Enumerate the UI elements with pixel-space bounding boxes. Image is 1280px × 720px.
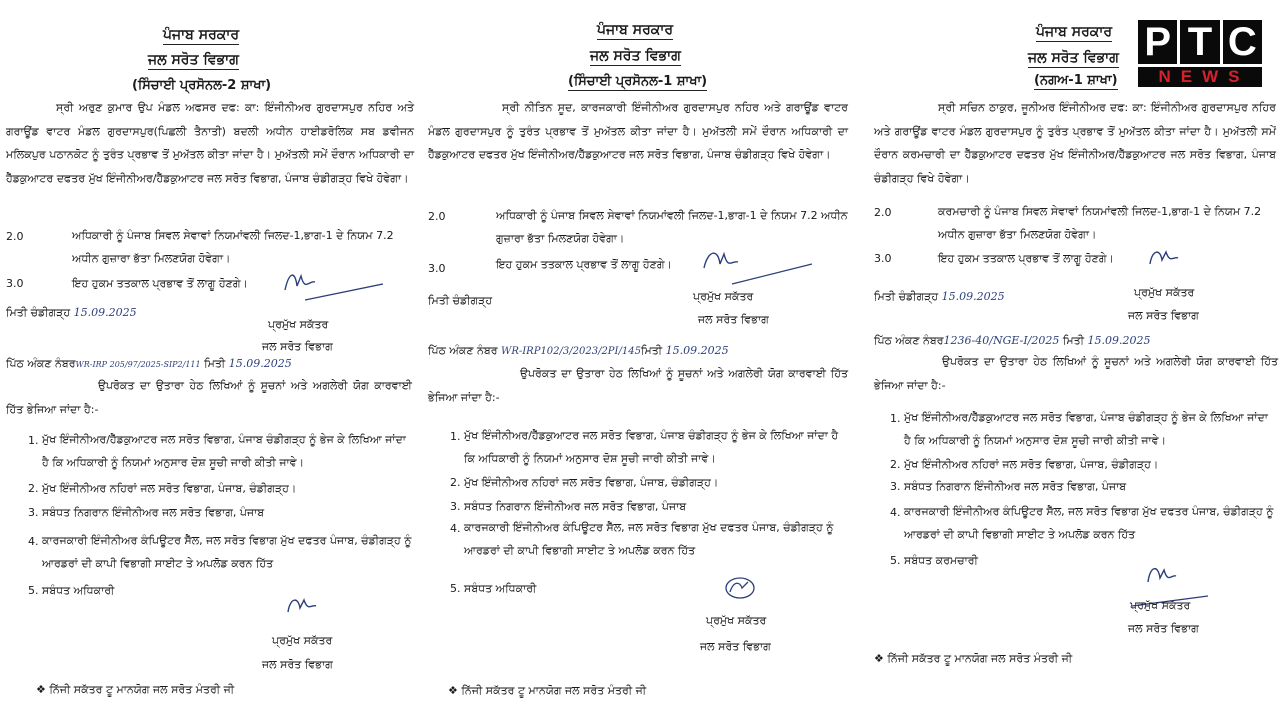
clause-2-text: ਅਧਿਕਾਰੀ ਨੂੰ ਪੰਜਾਬ ਸਿਵਲ ਸੇਵਾਵਾਂ ਨਿਯਮਾਂਵਲੀ ਜਿਲਦ-1,ਭਾਗ-1 ਦੇ ਨਿਯਮ 7.2 ਅਧੀਨ ਗੁਜ਼ਾਰਾ ਭੱਤਾ ਮਿਲਣਯੋਗ ਹੋਵੇਗਾ। [72, 229, 394, 265]
logo-news-text: NEWS [1138, 67, 1262, 87]
branch-title: (ਸਿੰਚਾਈ ਪ੍ਰਸੋਨਲ-1 ਸ਼ਾਖਾ) [568, 74, 708, 89]
list-number-4: 4. [28, 535, 39, 548]
dept-title: ਜਲ ਸਰੋਤ ਵਿਭਾਗ [590, 48, 681, 64]
order-paragraph: ਸ੍ਰੀ ਸਚਿਨ ਠਾਕੁਰ, ਜੂਨੀਅਰ ਇੰਜੀਨੀਅਰ ਦਫ: ਕਾ: ਇੰਜੀਨੀਅਰ ਗੁਰਦਾਸਪੁਰ ਨਹਿਰ ਅਤੇ ਗਰਾਊਂਡ ਵਾਟਰ ਮੰਡਲ ਗੁਰਦਾਸਪੁਰ ਨੂੰ ਤੁਰੰਤ ਪ੍ਰਭਾਵ ਤੋਂ ਮੁਅੱਤਲ ਕੀਤਾ ਜਾਂਦਾ ਹੈ। ਮੁਅੱਤਲੀ ਸਮੇਂ ਦੌਰਾਨ ਕਰਮਚਾਰੀ ਦਾ ਹੈੱਡਕੁਆਟਰ ਦਫਤਰ ਮੁੱਖ ਇੰਜੀਨੀਅਰ/ਹੈੱਡਕੁਆਟਰ ਜਲ ਸਰੋਤ ਵਿਭਾਗ, ਪੰਜਾਬ ਚੰਡੀਗੜ੍ਹ ਵਿਖੇ ਹੋਵੇਗਾ। [874, 101, 1276, 185]
signature-mark [720, 574, 760, 606]
signature-mark [282, 592, 322, 622]
signatory-title: ਪ੍ਰਮੁੱਖ ਸਕੱਤਰ [693, 290, 754, 303]
list-item-1: ਮੁੱਖ ਇੰਜੀਨੀਅਰ/ਹੈੱਡਕੁਆਟਰ ਜਲ ਸਰੋਤ ਵਿਭਾਗ, ਪੰਜਾਬ ਚੰਡੀਗੜ੍ਹ ਨੂੰ ਭੇਜ ਕੇ ਲਿਖਿਆ ਜਾਂਦਾ ਹੈ ਕਿ ਅਧਿਕਾਰੀ ਨੂੰ ਨਿਯਮਾਂ ਅਨੁਸਾਰ ਦੋਸ਼ ਸੂਚੀ ਜਾਰੀ ਕੀਤੀ ਜਾਵੇ। [42, 433, 406, 469]
signatory-title: ਪ੍ਰਮੁੱਖ ਸਕੱਤਰ [272, 634, 333, 647]
copy-intro: ਉਪਰੋਕਤ ਦਾ ਉਤਾਰਾ ਹੇਠ ਲਿਖਿਆਂ ਨੂੰ ਸੂਚਨਾਂ ਅਤੇ ਅਗਲੇਰੀ ਯੋਗ ਕਾਰਵਾਈ ਹਿੱਤ ਭੇਜਿਆ ਜਾਂਦਾ ਹੈ:- [6, 379, 412, 416]
clause-number-2: 2.0 [6, 230, 24, 243]
copy-footer: ❖ ਨਿੱਜੀ ਸਕੱਤਰ ਟੂ ਮਾਨਯੋਗ ਜਲ ਸਰੋਤ ਮੰਤਰੀ ਜੀ [874, 652, 1073, 665]
list-item-5: ਸਬੰਧਤ ਅਧਿਕਾਰੀ [42, 584, 115, 597]
list-item-3: ਸਬੰਧਤ ਨਿਗਰਾਨ ਇੰਜੀਨੀਅਰ ਜਲ ਸਰੋਤ ਵਿਭਾਗ, ਪੰਜਾਬ [42, 506, 265, 519]
dept-title: ਜਲ ਸਰੋਤ ਵਿਭਾਗ [1028, 50, 1119, 66]
order-paragraph: ਸ੍ਰੀ ਅਰੁਣ ਕੁਮਾਰ ਉਪ ਮੰਡਲ ਅਫਸਰ ਦਫ: ਕਾ: ਇੰਜੀਨੀਅਰ ਗੁਰਦਾਸਪੁਰ ਨਹਿਰ ਅਤੇ ਗਰਾਊਂਡ ਵਾਟਰ ਮੰਡਲ ਗੁਰਦਾਸਪੁਰ(ਪਿਛਲੀ ਤੈਨਾਤੀ) ਬਦਲੀ ਅਧੀਨ ਹਾਈਡਰੋਲਿਕ ਸਬ ਡਵੀਜਨ ਮਲਿਕਪੁਰ ਪਠਾਨਕੋਟ ਨੂੰ ਤੁਰੰਤ ਪ੍ਰਭਾਵ ਤੋਂ ਮੁਅੱਤਲ ਕੀਤਾ ਜਾਂਦਾ ਹੈ। ਮੁਅੱਤਲੀ ਸਮੇਂ ਦੌਰਾਨ ਅਧਿਕਾਰੀ ਦਾ ਹੈੱਡਕੁਆਟਰ ਦਫਤਰ ਮੁੱਖ ਇੰਜੀਨੀਅਰ/ਹੈੱਡਕੁਆਟਰ ਜਲ ਸਰੋਤ ਵਿਭਾਗ, ਪੰਜਾਬ ਚੰਡੀਗੜ੍ਹ ਵਿਖੇ ਹੋਵੇਗਾ। [6, 101, 414, 185]
list-item-4: ਕਾਰਜਕਾਰੀ ਇੰਜੀਨੀਅਰ ਕੰਪਿਊਟਰ ਸੈੱਲ, ਜਲ ਸਰੋਤ ਵਿਭਾਗ ਮੁੱਖ ਦਫਤਰ ਪੰਜਾਬ, ਚੰਡੀਗੜ੍ਹ ਨੂੰ ਆਰਡਰਾਂ ਦੀ ਕਾਪੀ ਵਿਭਾਗੀ ਸਾਈਟ ਤੇ ਅਪਲੋਡ ਕਰਨ ਹਿੱਤ [42, 534, 412, 570]
list-number-3: 3. [890, 480, 901, 493]
clause-number-3: 3.0 [428, 262, 446, 275]
signatory-title: ਪ੍ਰਮੁੱਖ ਸਕੱਤਰ [1130, 599, 1191, 612]
list-item-2: ਮੁੱਖ ਇੰਜੀਨੀਅਰ ਨਹਿਰਾਂ ਜਲ ਸਰੋਤ ਵਿਭਾਗ, ਪੰਜਾਬ, ਚੰਡੀਗੜ੍ਹ। [904, 458, 1159, 471]
list-item-4: ਕਾਰਜਕਾਰੀ ਇੰਜੀਨੀਅਰ ਕੰਪਿਊਟਰ ਸੈੱਲ, ਜਲ ਸਰੋਤ ਵਿਭਾਗ ਮੁੱਖ ਦਫਤਰ ਪੰਜਾਬ, ਚੰਡੀਗੜ੍ਹ ਨੂੰ ਆਰਡਰਾਂ ਦੀ ਕਾਪੀ ਵਿਭਾਗੀ ਸਾਈਟ ਤੇ ਅਪਲੋਡ ਕਰਨ ਹਿੱਤ [904, 505, 1274, 541]
signature-mark [694, 244, 814, 292]
govt-title: ਪੰਜਾਬ ਸਰਕਾਰ [1036, 24, 1113, 40]
signatory-title: ਪ੍ਰਮੁੱਖ ਸਕੱਤਰ [706, 614, 767, 627]
logo-letter-p: P [1138, 20, 1177, 64]
list-number-5: 5. [890, 554, 901, 567]
clause-3-text: ਇਹ ਹੁਕਮ ਤਤਕਾਲ ਪ੍ਰਭਾਵ ਤੋਂ ਲਾਗੂ ਹੋਣਗੇ। [496, 258, 672, 271]
order-document-3 [866, 0, 1280, 720]
endorsement-number: ਪਿੱਠ ਅੰਕਣ ਨੰਬਰWR-IRP 205/97/2025-SIP2/111 ਮਿਤੀ 15.09.2025 [6, 357, 292, 370]
signatory-department: ਜਲ ਸਰੋਤ ਵਿਭਾਗ [262, 658, 333, 671]
signatory-department: ਜਲ ਸਰੋਤ ਵਿਭਾਗ [1128, 309, 1199, 322]
list-number-5: 5. [450, 582, 461, 595]
issue-date: ਮਿਤੀ ਚੰਡੀਗੜ੍ਹ 15.09.2025 [6, 306, 137, 319]
issue-date: ਮਿਤੀ ਚੰਡੀਗੜ੍ਹ 15.09.2025 [874, 290, 1005, 303]
list-number-3: 3. [28, 506, 39, 519]
list-number-4: 4. [890, 506, 901, 519]
list-item-2: ਮੁੱਖ ਇੰਜੀਨੀਅਰ ਨਹਿਰਾਂ ਜਲ ਸਰੋਤ ਵਿਭਾਗ, ਪੰਜਾਬ, ਚੰਡੀਗੜ੍ਹ। [464, 476, 719, 489]
clause-number-2: 2.0 [428, 210, 446, 223]
list-number-3: 3. [450, 500, 461, 513]
branch-title: (ਨਗਅ-1 ਸ਼ਾਖਾ) [1034, 73, 1118, 88]
signature-mark [1144, 244, 1184, 274]
list-number-2: 2. [28, 482, 39, 495]
clause-number-3: 3.0 [6, 277, 24, 290]
list-number-2: 2. [450, 476, 461, 489]
copy-intro: ਉਪਰੋਕਤ ਦਾ ਉਤਾਰਾ ਹੇਠ ਲਿਖਿਆਂ ਨੂੰ ਸੂਚਨਾਂ ਅਤੇ ਅਗਲੇਰੀ ਯੋਗ ਕਾਰਵਾਈ ਹਿੱਤ ਭੇਜਿਆ ਜਾਂਦਾ ਹੈ:- [428, 367, 848, 404]
list-item-3: ਸਬੰਧਤ ਨਿਗਰਾਨ ਇੰਜੀਨੀਅਰ ਜਲ ਸਰੋਤ ਵਿਭਾਗ, ਪੰਜਾਬ [464, 500, 687, 513]
list-item-5: ਸਬੰਧਤ ਅਧਿਕਾਰੀ [464, 582, 537, 595]
copy-footer: ❖ ਨਿੱਜੀ ਸਕੱਤਰ ਟੂ ਮਾਨਯੋਗ ਜਲ ਸਰੋਤ ਮੰਤਰੀ ਜੀ [36, 683, 235, 696]
list-number-1: 1. [890, 412, 901, 425]
list-number-5: 5. [28, 584, 39, 597]
clause-2-text: ਕਰਮਚਾਰੀ ਨੂੰ ਪੰਜਾਬ ਸਿਵਲ ਸੇਵਾਵਾਂ ਨਿਯਮਾਂਵਲੀ ਜਿਲਦ-1,ਭਾਗ-1 ਦੇ ਨਿਯਮ 7.2 ਅਧੀਨ ਗੁਜ਼ਾਰਾ ਭੱਤਾ ਮਿਲਣਯੋਗ ਹੋਵੇਗਾ। [938, 205, 1262, 241]
order-paragraph: ਸ੍ਰੀ ਨੀਤਿਨ ਸੂਦ, ਕਾਰਜਕਾਰੀ ਇੰਜੀਨੀਅਰ ਗੁਰਦਾਸਪੁਰ ਨਹਿਰ ਅਤੇ ਗਰਾਊਂਡ ਵਾਟਰ ਮੰਡਲ ਗੁਰਦਾਸਪੁਰ ਨੂੰ ਤੁਰੰਤ ਪ੍ਰਭਾਵ ਤੋਂ ਮੁਅੱਤਲ ਕੀਤਾ ਜਾਂਦਾ ਹੈ। ਮੁਅੱਤਲੀ ਸਮੇਂ ਦੌਰਾਨ ਅਧਿਕਾਰੀ ਦਾ ਹੈੱਡਕੁਆਟਰ ਦਫਤਰ ਮੁੱਖ ਇੰਜੀਨੀਅਰ/ਹੈੱਡਕੁਆਟਰ ਜਲ ਸਰੋਤ ਵਿਭਾਗ, ਪੰਜਾਬ ਚੰਡੀਗੜ੍ਹ ਵਿਖੇ ਹੋਵੇਗਾ। [428, 101, 848, 161]
order-document-1 [0, 0, 420, 720]
list-number-1: 1. [28, 434, 39, 447]
list-item-1: ਮੁੱਖ ਇੰਜੀਨੀਅਰ/ਹੈੱਡਕੁਆਟਰ ਜਲ ਸਰੋਤ ਵਿਭਾਗ, ਪੰਜਾਬ ਚੰਡੀਗੜ੍ਹ ਨੂੰ ਭੇਜ ਕੇ ਲਿਖਿਆ ਜਾਂਦਾ ਹੈ ਕਿ ਅਧਿਕਾਰੀ ਨੂੰ ਨਿਯਮਾਂ ਅਨੁਸਾਰ ਦੋਸ਼ ਸੂਚੀ ਜਾਰੀ ਕੀਤੀ ਜਾਵੇ। [904, 411, 1268, 447]
signature-mark [275, 262, 385, 306]
logo-letter-c: C [1223, 20, 1262, 64]
list-number-1: 1. [450, 430, 461, 443]
branch-title: (ਸਿੰਚਾਈ ਪ੍ਰਸੋਨਲ-2 ਸ਼ਾਖਾ) [132, 78, 272, 93]
list-item-2: ਮੁੱਖ ਇੰਜੀਨੀਅਰ ਨਹਿਰਾਂ ਜਲ ਸਰੋਤ ਵਿਭਾਗ, ਪੰਜਾਬ, ਚੰਡੀਗੜ੍ਹ। [42, 482, 297, 495]
order-document-2 [418, 0, 850, 720]
signatory-department: ਜਲ ਸਰੋਤ ਵਿਭਾਗ [1128, 622, 1199, 635]
govt-title: ਪੰਜਾਬ ਸਰਕਾਰ [163, 27, 240, 43]
govt-title: ਪੰਜਾਬ ਸਰਕਾਰ [597, 22, 674, 38]
signatory-department: ਜਲ ਸਰੋਤ ਵਿਭਾਗ [700, 640, 771, 653]
signatory-department: ਜਲ ਸਰੋਤ ਵਿਭਾਗ [262, 340, 333, 353]
clause-number-2: 2.0 [874, 206, 892, 219]
list-item-5: ਸਬੰਧਤ ਕਰਮਚਾਰੀ [904, 554, 978, 567]
issue-date: ਮਿਤੀ ਚੰਡੀਗੜ੍ਹ [428, 294, 493, 307]
clause-2-text: ਅਧਿਕਾਰੀ ਨੂੰ ਪੰਜਾਬ ਸਿਵਲ ਸੇਵਾਵਾਂ ਨਿਯਮਾਂਵਲੀ ਜਿਲਦ-1,ਭਾਗ-1 ਦੇ ਨਿਯਮ 7.2 ਅਧੀਨ ਗੁਜ਼ਾਰਾ ਭੱਤਾ ਮਿਲਣਯੋਗ ਹੋਵੇਗਾ। [496, 209, 848, 245]
logo-letter-t: T [1180, 20, 1219, 64]
copy-intro: ਉਪਰੋਕਤ ਦਾ ਉਤਾਰਾ ਹੇਠ ਲਿਖਿਆਂ ਨੂੰ ਸੂਚਨਾਂ ਅਤੇ ਅਗਲੇਰੀ ਯੋਗ ਕਾਰਵਾਈ ਹਿੱਤ ਭੇਜਿਆ ਜਾਂਦਾ ਹੈ:- [874, 355, 1278, 392]
copy-footer: ❖ ਨਿੱਜੀ ਸਕੱਤਰ ਟੂ ਮਾਨਯੋਗ ਜਲ ਸਰੋਤ ਮੰਤਰੀ ਜੀ [448, 684, 647, 697]
clause-number-3: 3.0 [874, 252, 892, 265]
signatory-title: ਪ੍ਰਮੁੱਖ ਸਕੱਤਰ [1134, 286, 1195, 299]
dept-title: ਜਲ ਸਰੋਤ ਵਿਭਾਗ [148, 52, 239, 68]
list-number-4: 4. [450, 522, 461, 535]
list-item-4: ਕਾਰਜਕਾਰੀ ਇੰਜੀਨੀਅਰ ਕੰਪਿਊਟਰ ਸੈੱਲ, ਜਲ ਸਰੋਤ ਵਿਭਾਗ ਮੁੱਖ ਦਫਤਰ ਪੰਜਾਬ, ਚੰਡੀਗੜ੍ਹ ਨੂੰ ਆਰਡਰਾਂ ਦੀ ਕਾਪੀ ਵਿਭਾਗੀ ਸਾਈਟ ਤੇ ਅਪਲੋਡ ਕਰਨ ਹਿੱਤ [464, 521, 834, 557]
list-item-3: ਸਬੰਧਤ ਨਿਗਰਾਨ ਇੰਜੀਨੀਅਰ ਜਲ ਸਰੋਤ ਵਿਭਾਗ, ਪੰਜਾਬ [904, 480, 1127, 493]
signatory-department: ਜਲ ਸਰੋਤ ਵਿਭਾਗ [698, 313, 769, 326]
list-number-2: 2. [890, 458, 901, 471]
clause-3-text: ਇਹ ਹੁਕਮ ਤਤਕਾਲ ਪ੍ਰਭਾਵ ਤੋਂ ਲਾਗੂ ਹੋਣਗੇ। [72, 277, 248, 290]
ptc-news-logo [1138, 20, 1262, 87]
endorsement-number: ਪਿੱਠ ਅੰਕਣ ਨੰਬਰ1236-40/NGE-I/2025 ਮਿਤੀ 15.09.2025 [874, 334, 1151, 347]
signatory-title: ਪ੍ਰਮੁੱਖ ਸਕੱਤਰ [268, 318, 329, 331]
clause-3-text: ਇਹ ਹੁਕਮ ਤਤਕਾਲ ਪ੍ਰਭਾਵ ਤੋਂ ਲਾਗੂ ਹੋਣਗੇ। [938, 252, 1114, 265]
endorsement-number: ਪਿੱਠ ਅੰਕਣ ਨੰਬਰ WR-IRP102/3/2023/2PI/145ਮਿਤੀ 15.09.2025 [428, 344, 729, 357]
list-item-1: ਮੁੱਖ ਇੰਜੀਨੀਅਰ/ਹੈੱਡਕੁਆਟਰ ਜਲ ਸਰੋਤ ਵਿਭਾਗ, ਪੰਜਾਬ ਚੰਡੀਗੜ੍ਹ ਨੂੰ ਭੇਜ ਕੇ ਲਿਖਿਆ ਜਾਂਦਾ ਹੈ ਕਿ ਅਧਿਕਾਰੀ ਨੂੰ ਨਿਯਮਾਂ ਅਨੁਸਾਰ ਦੋਸ਼ ਸੂਚੀ ਜਾਰੀ ਕੀਤੀ ਜਾਵੇ। [464, 429, 839, 465]
